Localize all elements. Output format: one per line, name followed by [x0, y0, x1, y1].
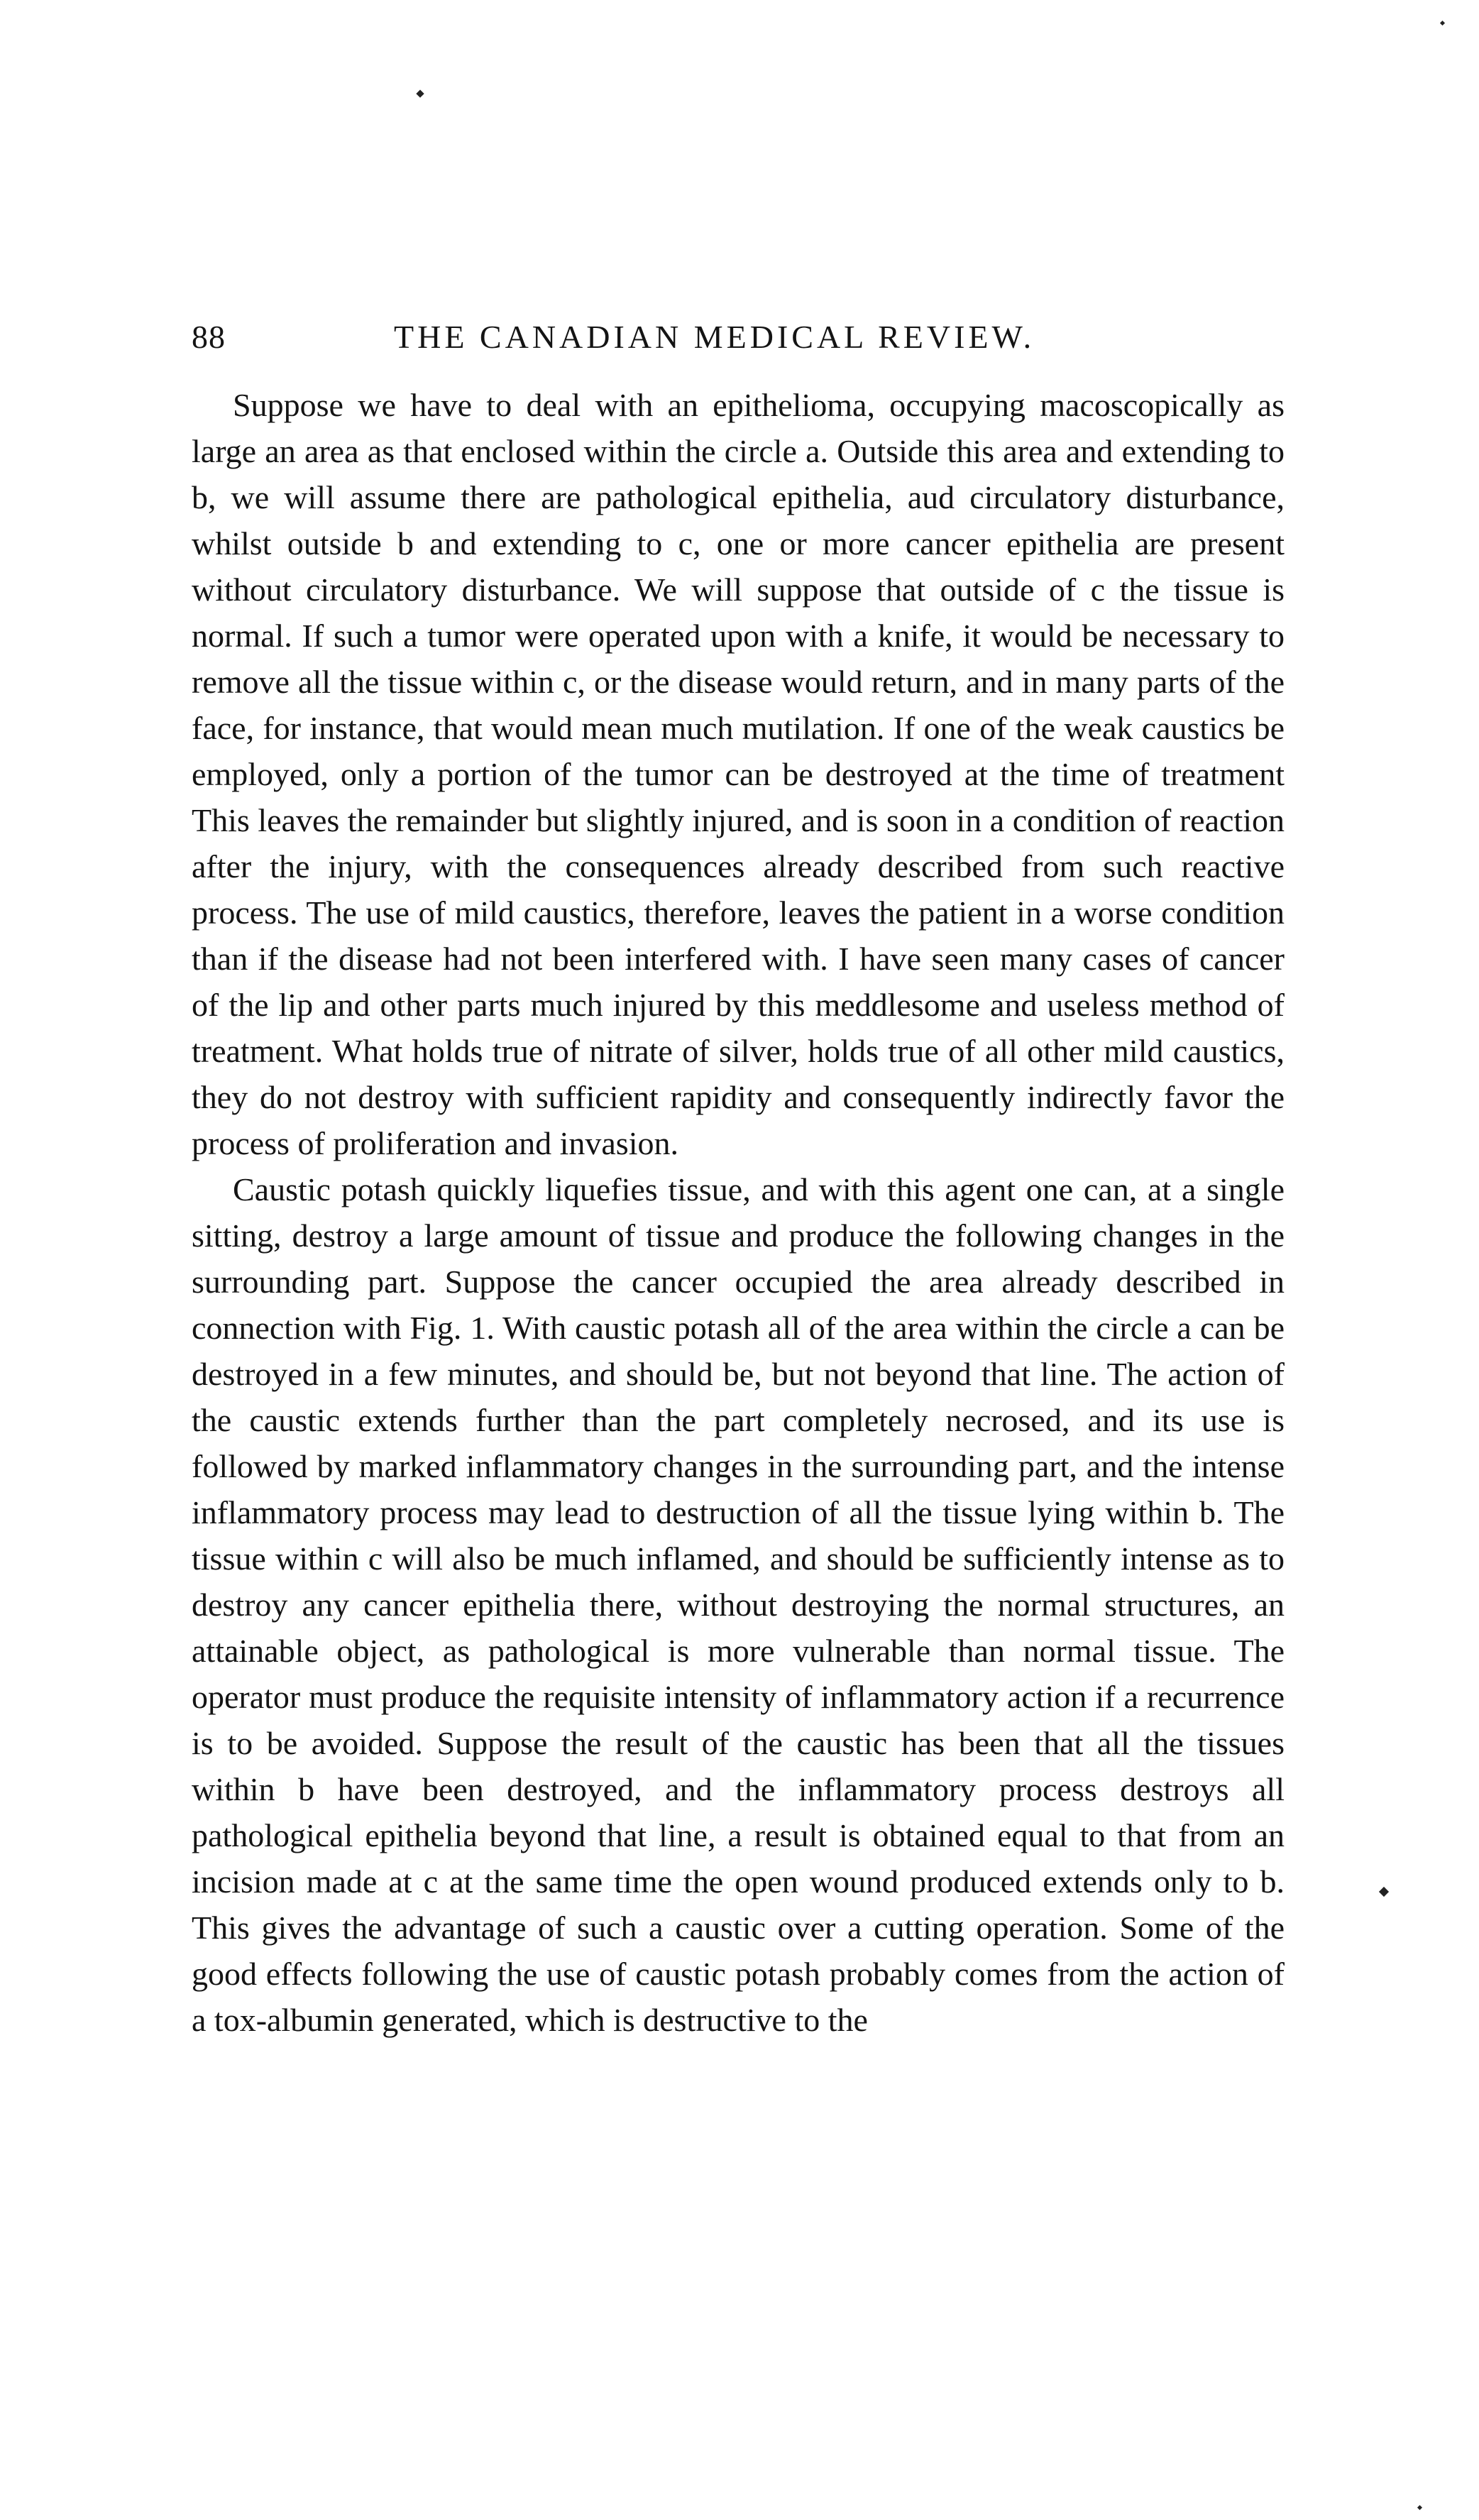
journal-title: THE CANADIAN MEDICAL REVIEW.	[394, 319, 1035, 355]
scan-speck	[416, 89, 424, 97]
paragraph-epithelioma: Suppose we have to deal with an epithelioma, occupying macoscopically as large an area as that enclosed within the circle a. Outside this area and extending to b, we will assume there are pathological epithelia, aud circulatory disturbance, whilst outside b and extending to c, one or more cancer epithelia are present without circulatory disturbance. We will suppose that outside of c the tissue is normal. If such a tumor were operated upon with a knife, it would be necessary to remove all the tissue within c, or the disease would return, and in many parts of the face, for instance, that would mean much mutilation. If one of the weak caustics be employed, only a portion of the tumor can be destroyed at the time of treatment This leaves the remainder but slightly injured, and is soon in a condition of reaction after the injury, with the consequences already described from such reactive process. The use of mild caustics, therefore, leaves the patient in a worse condition than if the disease had not been interfered with. I have seen many cases of cancer of the lip and other parts much injured by this meddlesome and useless method of treatment. What holds true of nitrate of silver, holds true of all other mild caustics, they do not destroy with sufficient rapidity and consequently indirectly favor the process of proliferation and invasion.	[192, 387, 1285, 1161]
body-text	[192, 382, 1285, 2043]
running-head	[192, 312, 1285, 362]
page-number: 88	[192, 319, 226, 355]
scan-speck	[1417, 2505, 1422, 2510]
scan-speck	[1379, 1887, 1389, 1897]
scan-speck	[1440, 21, 1445, 26]
paragraph-caustic-potash: Caustic potash quickly liquefies tissue, and with this agent one can, at a single sitting, destroy a large amount of tissue and produce the following changes in the surrounding part. Suppose the cancer occupied the area already described in connection with Fig. 1. With caustic potash all of the area within the circle a can be destroyed in a few minutes, and should be, but not beyond that line. The action of the caustic extends further than the part completely necrosed, and its use is followed by marked inflammatory changes in the surrounding part, and the intense inflammatory process may lead to destruction of all the tissue lying within b. The tissue within c will also be much inflamed, and should be sufficiently intense as to destroy any cancer epithelia there, without destroying the normal structures, an attainable object, as pathological is more vulnerable than normal tissue. The operator must produce the requisite intensity of inflammatory action if a recurrence is to be avoided. Suppose the result of the caustic has been that all the tissues within b have been destroyed, and the inflammatory process destroys all pathological epithelia beyond that line, a result is obtained equal to that from an incision made at c at the same time the open wound produced extends only to b. This gives the advantage of such a caustic over a cutting operation. Some of the good effects following the use of caustic potash probably comes from the action of a tox-albumin generated, which is destructive to the	[192, 1171, 1285, 2038]
